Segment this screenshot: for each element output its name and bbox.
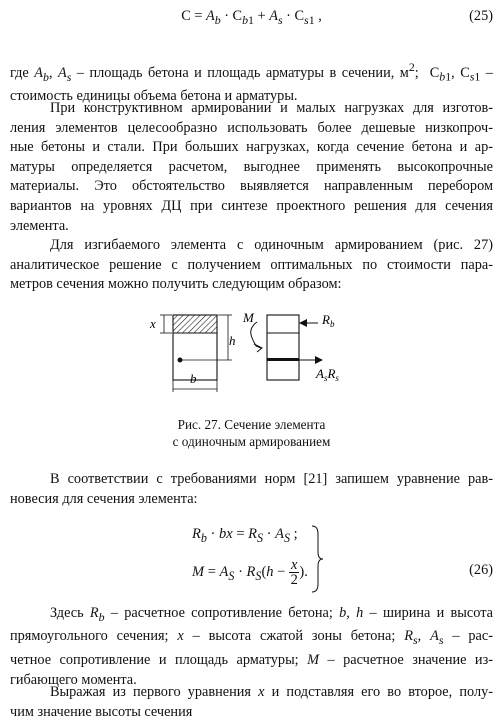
text-line: При конструктивном армировании и малых нагрузках для изготов-	[50, 100, 493, 116]
text-line: Выражая из первого уравнения x и подставляя его во второе, полу-	[50, 684, 494, 700]
text-line: Для изгибаемого элемента с одиночным армированием (рис. 27)	[50, 237, 493, 253]
formula-25	[0, 8, 503, 30]
equation-26-2: $M = A_S \cdot R_S(h$ − $\frac{x}{2}$ ).	[192, 557, 308, 588]
paragraph-4	[10, 604, 493, 690]
label-Rb: $R_b$	[322, 312, 335, 329]
figure-27-caption	[0, 416, 503, 450]
text-line: четное сопротивление и площадь арматуры; M – расчетное значение из-	[10, 651, 493, 668]
paragraph-5	[10, 683, 493, 722]
text-line: элемента.	[10, 217, 69, 234]
label-x: x	[150, 316, 156, 331]
force-diagram	[242, 310, 339, 383]
text-line: новесия для сечения элемента:	[10, 490, 198, 507]
text-line: аналитическое решение с получением оптимальных по стоимости пара-	[10, 256, 493, 273]
text-line: материалы. Это обстоятельство выявляется направленным перебором	[10, 178, 493, 195]
text-line: стоимость единицы объема бетона и арматуры.	[10, 88, 298, 105]
text-line: прямоугольного сечения; x – высота сжатой зоны бетона; $R_s$, $A_s - рас-$	[10, 628, 493, 648]
text-line: гибающего момента.	[10, 671, 137, 688]
text-line: матуры определяется расчетом, выгоднее применять высокопрочные	[10, 158, 493, 175]
text-line: вариантов на уровнях ДЦ при синтезе проектного решения для сечения	[10, 197, 493, 214]
text-line: чим значение высоты сечения	[10, 703, 193, 720]
paragraph-3	[10, 470, 493, 509]
text-line: где $A_b$, $A_s$ – площадь бетона и площадь арматуры в сечении, $м^2$; $C_{b1}$, $C_{s1}$ –	[10, 60, 493, 84]
text-line: Здесь $R_b$ – расчетное сопротивление бетона; b, h – ширина и высота	[50, 605, 493, 624]
text-line: В соответствии с требованиями норм [21] запишем уравнение рав-	[50, 471, 493, 487]
text-line: метров сечения можно получить следующим образом:	[10, 276, 342, 293]
formula-25-expression: $C = A_b \cdot C_{b1} + A_s \cdot C_{s1}$ ,	[181, 8, 322, 27]
label-b: b	[190, 371, 197, 386]
text-line: ления элементов целесообразно использовать более дешевые низкопроч-	[10, 119, 493, 136]
equation-26-number: (26)	[469, 562, 493, 578]
text-line: ные бетоны и стали. При больших нагрузках, когда сечение бетона и ар-	[10, 139, 493, 156]
label-AsRs: $A_sR_s$	[316, 366, 339, 383]
caption-line: Рис. 27. Сечение элемента	[177, 417, 326, 432]
equation-26-1: $R_b$ · bx = $R_S \cdot A_S$ ;	[192, 526, 298, 545]
label-M: M	[243, 310, 254, 325]
equation-system-26	[0, 520, 503, 600]
caption-line: с одиночным армированием	[172, 434, 331, 449]
brace-icon	[310, 524, 324, 594]
cross-section	[149, 315, 236, 392]
formula-25-number: (25)	[469, 8, 493, 24]
label-h: h	[229, 333, 236, 348]
paragraph-2	[10, 236, 493, 295]
paragraph-1	[10, 99, 493, 236]
